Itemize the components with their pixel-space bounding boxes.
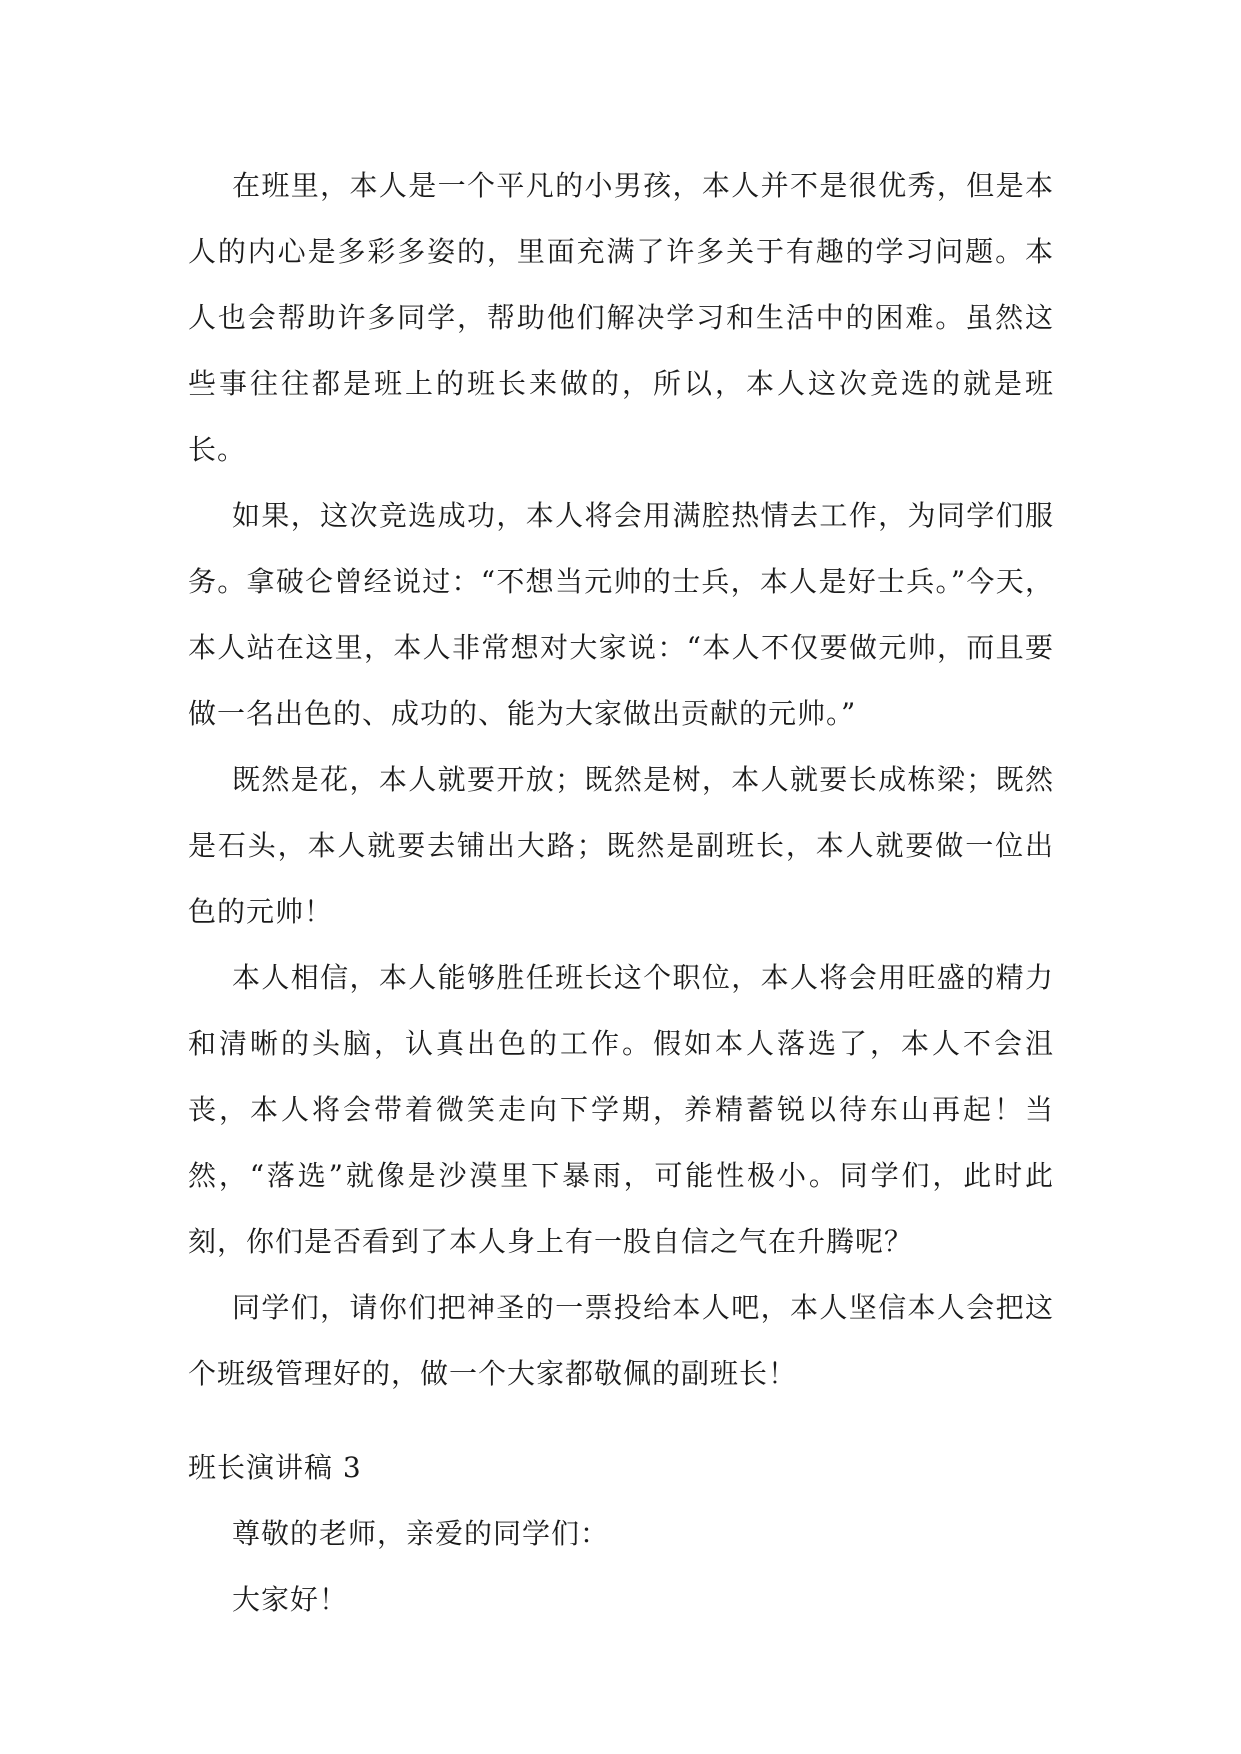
speech-body [188,153,1054,1407]
salutation-line: 大家好！ [232,1583,349,1616]
paragraph-3: 既然是花，本人就要开放；既然是树，本人就要长成栋梁；既然是石头，本人就要去铺出大路；既然是副班长，本人就要做一位出色的元帅！ [188,763,1054,928]
paragraph-2: 如果，这次竞选成功，本人将会用满腔热情去工作，为同学们服务。拿破仑曾经说过：“不想当元帅的士兵，本人是好士兵。”今天，本人站在这里，本人非常想对大家说：“本人不仅要做元帅，而且要做一名出色的、成功的、能为大家做出贡献的元帅。” [188,499,1054,730]
paragraph-4: 本人相信，本人能够胜任班长这个职位，本人将会用旺盛的精力和清晰的头脑，认真出色的工作。假如本人落选了，本人不会沮丧，本人将会带着微笑走向下学期，养精蓄锐以待东山再起！当然，“落选”就像是沙漠里下暴雨，可能性极小。同学们，此时此刻，你们是否看到了本人身上有一股自信之气在升腾呢？ [188,961,1054,1258]
section-title: 班长演讲稿 3 [188,1451,362,1484]
speech-opening [188,1501,1054,1633]
paragraph-1: 在班里，本人是一个平凡的小男孩，本人并不是很优秀，但是本人的内心是多彩多姿的，里面充满了许多关于有趣的学习问题。本人也会帮助许多同学，帮助他们解决学习和生活中的困难。虽然这些事往往都是班上的班长来做的，所以，本人这次竞选的就是班长。 [188,169,1054,466]
greeting-line: 尊敬的老师，亲爱的同学们： [232,1517,610,1550]
paragraph-5: 同学们，请你们把神圣的一票投给本人吧，本人坚信本人会把这个班级管理好的，做一个大家都敬佩的副班长！ [188,1291,1054,1390]
